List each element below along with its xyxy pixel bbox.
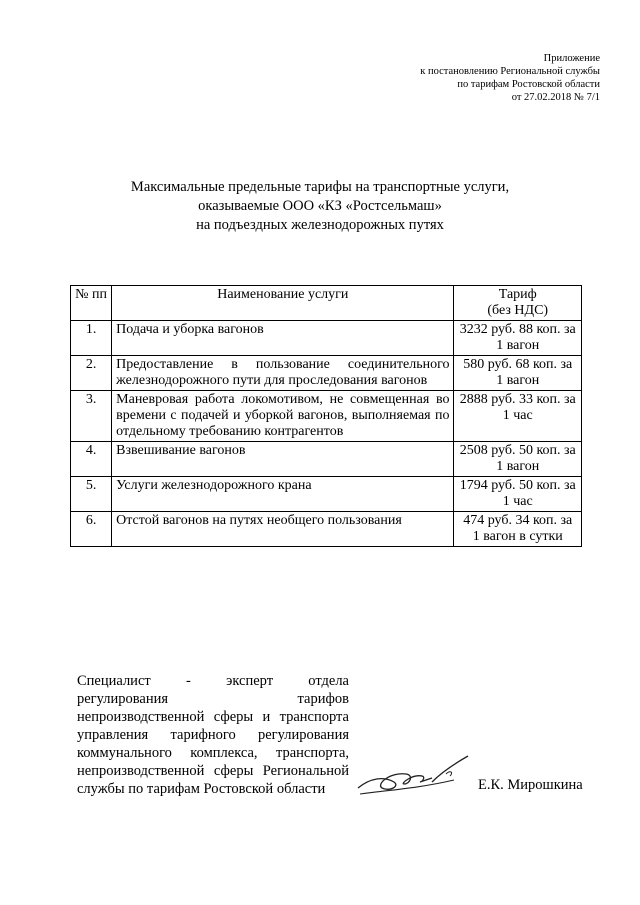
signer-line: службы по тарифам Ростовской области [77,781,326,797]
title-line: на подъездных железнодорожных путях [196,217,444,233]
header-num: № пп [71,286,112,321]
table-row [71,442,582,477]
tariffs-table [70,285,582,547]
row-num: 1. [71,321,112,356]
signer-position [77,672,349,798]
signer-line: коммунального комплекса, транспорта, [77,745,349,761]
title-line: оказываемые ООО «КЗ «Ростсельмаш» [198,198,442,214]
header-rate-line: Тариф [498,287,537,302]
signer-name: Е.К. Мирошкина [478,777,583,793]
table-row [71,321,582,356]
table-header-row [71,286,582,321]
table-row [71,477,582,512]
row-rate: 2888 руб. 33 коп. за 1 час [454,391,582,442]
signer-line: непроизводственной сферы и транспорта [77,709,349,725]
row-rate: 2508 руб. 50 коп. за 1 вагон [454,442,582,477]
row-num: 4. [71,442,112,477]
row-service: Отстой вагонов на путях необщего пользования [112,512,454,547]
header-rate-line: (без НДС) [487,303,549,318]
row-service: Взвешивание вагонов [112,442,454,477]
document-title [60,178,580,235]
header-name: Наименование услуги [112,286,454,321]
table-row [71,512,582,547]
row-rate: 580 руб. 68 коп. за 1 вагон [454,356,582,391]
row-num: 3. [71,391,112,442]
handwritten-signature [350,748,475,808]
row-rate: 3232 руб. 88 коп. за 1 вагон [454,321,582,356]
row-num: 5. [71,477,112,512]
signer-line: регулирования тарифов [77,691,349,707]
appendix-line: к постановлению Региональной службы [420,66,600,77]
appendix-note [340,52,600,104]
row-rate: 474 руб. 34 коп. за 1 вагон в сутки [454,512,582,547]
table-row [71,356,582,391]
appendix-line: Приложение [543,53,600,64]
header-rate [454,286,582,321]
row-service: Маневровая работа локомотивом, не совмещенная во времени с подачей и уборкой вагонов, выполняемая по отдельному требованию контрагентов [112,391,454,442]
row-service: Услуги железнодорожного крана [112,477,454,512]
signer-line: управления тарифного регулирования [77,727,349,743]
row-service: Подача и уборка вагонов [112,321,454,356]
row-rate: 1794 руб. 50 коп. за 1 час [454,477,582,512]
title-line: Максимальные предельные тарифы на транспортные услуги, [130,179,510,195]
signer-line: Специалист - эксперт отдела [77,673,349,689]
signer-line: непроизводственной сферы Региональной [77,763,349,779]
row-service: Предоставление в пользование соединительного железнодорожного пути для проследования вагонов [112,356,454,391]
appendix-line: по тарифам Ростовской области [457,79,600,90]
row-num: 6. [71,512,112,547]
row-num: 2. [71,356,112,391]
appendix-date: от 27.02.2018 № 7/1 [511,92,600,103]
table-row [71,391,582,442]
